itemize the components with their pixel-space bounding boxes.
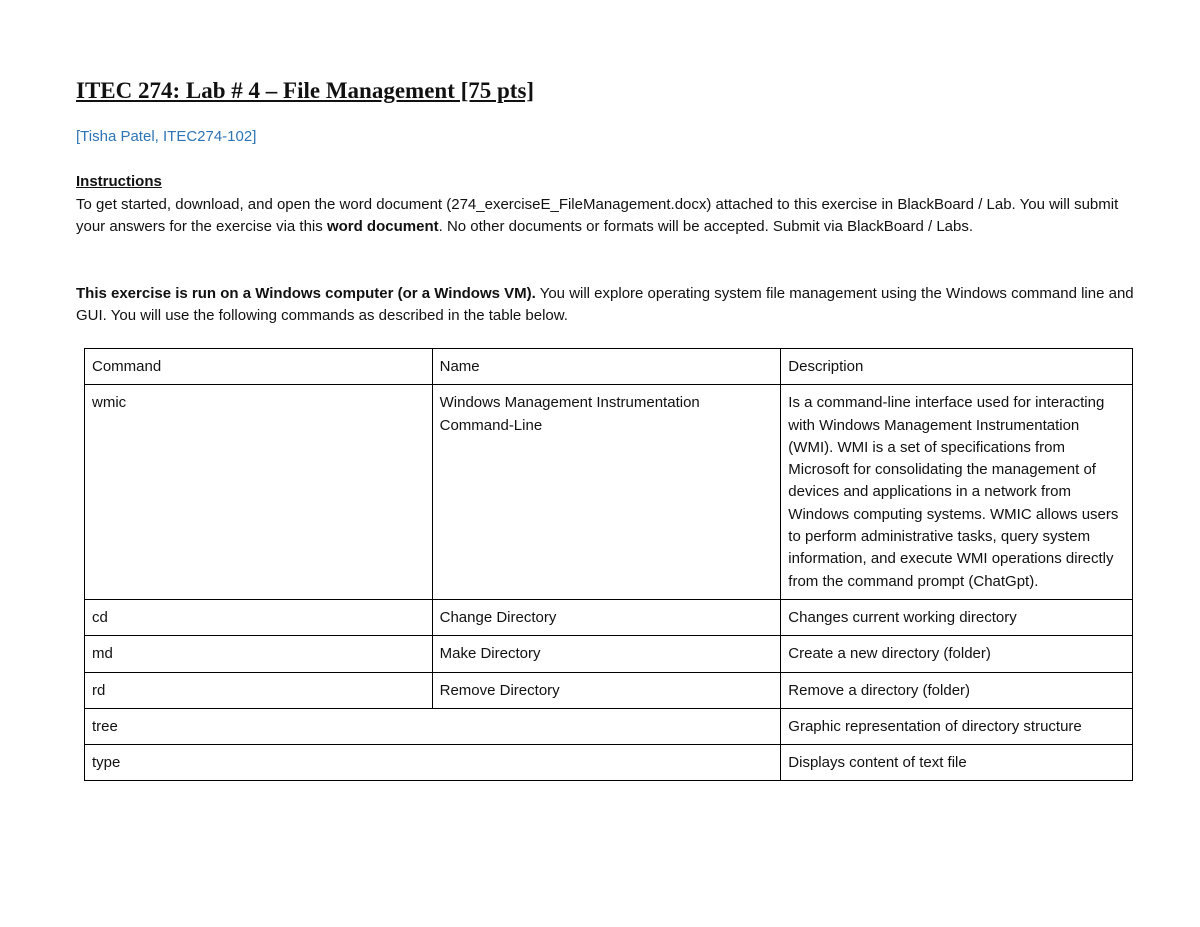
name-cell: Make Directory [432, 636, 781, 672]
para2-bold-text: This exercise is run on a Windows computer (or a Windows VM). [76, 285, 536, 302]
command-cell: md [85, 636, 433, 672]
description-cell: Create a new directory (folder) [781, 636, 1133, 672]
header-name: Name [432, 349, 781, 385]
header-command: Command [85, 349, 433, 385]
table-row [85, 636, 1133, 672]
command-cell: wmic [85, 385, 433, 600]
table-row [85, 599, 1133, 635]
exercise-paragraph [76, 283, 1136, 327]
para2-text: You will explore operating system file management using the Windows command line and GUI. You will use the following commands as described in the table below. [76, 285, 1134, 324]
description-cell: Is a command-line interface used for interacting with Windows Management Instrumentation (WMI). WMI is a set of specifications from Microsoft for consolidating the management of devices and applications in a network from Windows computing systems. WMIC allows users to perform administrative tasks, query system information, and execute WMI operations directly from the command prompt (ChatGpt). [781, 385, 1133, 600]
name-cell: Remove Directory [432, 672, 781, 708]
para1-text-start: To get started, download, and open the word document (274_exerciseE_FileManagement.docx) attached to this exercise in BlackBoard / Lab. You will submit your answers for the exercise via this [76, 196, 1119, 235]
table-header-row [85, 349, 1133, 385]
commands-table [84, 348, 1133, 781]
command-cell: tree [85, 708, 781, 744]
description-cell: Displays content of text file [781, 745, 1133, 781]
instructions-heading: Instructions [76, 173, 162, 190]
author-line: [Tisha Patel, ITEC274-102] [76, 128, 257, 145]
command-cell: rd [85, 672, 433, 708]
command-cell: type [85, 745, 781, 781]
description-cell: Graphic representation of directory structure [781, 708, 1133, 744]
para1-bold-text: word document [326, 218, 439, 235]
description-cell: Remove a directory (folder) [781, 672, 1133, 708]
table-row [85, 672, 1133, 708]
name-cell: Windows Management Instrumentation Command-Line [432, 385, 781, 600]
table-row [85, 385, 1133, 600]
table-row [85, 745, 1133, 781]
para1-text-end: . No other documents or formats will be accepted. Submit via BlackBoard / Labs. [438, 218, 974, 235]
header-description: Description [781, 349, 1133, 385]
page-title: ITEC 274: Lab # 4 – File Management [75 pts] [76, 78, 535, 103]
command-cell: cd [85, 599, 433, 635]
description-cell: Changes current working directory [781, 599, 1133, 635]
table-row [85, 708, 1133, 744]
instructions-paragraph [76, 194, 1136, 238]
name-cell: Change Directory [432, 599, 781, 635]
